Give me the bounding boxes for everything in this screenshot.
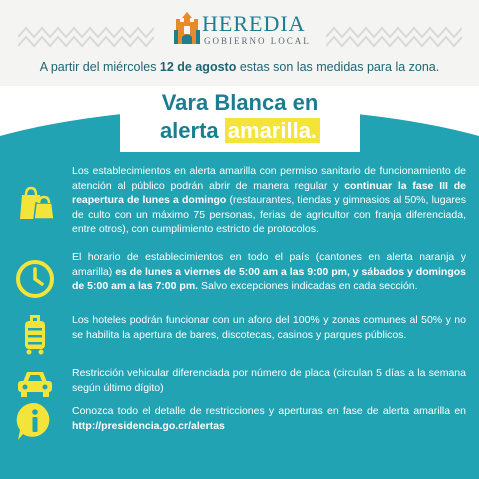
page-title <box>120 88 360 152</box>
item-text <box>72 404 466 433</box>
list-item <box>14 366 466 396</box>
header <box>0 0 479 86</box>
brand-subtitle: GOBIERNO LOCAL <box>204 36 311 46</box>
list-item <box>14 313 466 357</box>
brand-name: HEREDIA <box>202 11 306 36</box>
item-text-bold: es de lunes a viernes de 5:00 am a las 9:00 pm, y sábados y domingos de 5:00 am a las 7:00 pm. <box>72 265 466 292</box>
shopping-bags-icon <box>14 179 56 221</box>
item-text-pre: El horario de establecimientos en todo el país (cantones en alerta naranja y amarilla) <box>72 251 466 278</box>
heredia-logo <box>168 8 318 48</box>
intro-text <box>0 60 479 74</box>
intro-pre: A partir del miércoles <box>39 60 160 74</box>
item-text <box>72 313 466 342</box>
list-item <box>14 164 466 236</box>
title-highlight: amarilla. <box>225 118 320 143</box>
title-line-1: Vara Blanca en <box>161 90 319 115</box>
item-text <box>72 250 466 294</box>
info-icon <box>14 400 56 442</box>
item-text-pre: Conozca todo el detalle de restricciones y aperturas en fase de alerta amarilla en <box>72 405 466 417</box>
item-text <box>72 366 466 395</box>
decorative-pattern-left <box>18 22 154 52</box>
item-link[interactable]: http://presidencia.go.cr/alertas <box>72 419 225 432</box>
clock-icon <box>14 258 56 300</box>
luggage-icon <box>14 313 56 355</box>
item-text-pre: Restricción vehicular diferenciada por número de placa (circulan 5 días a la semana según último dígito) <box>72 367 466 394</box>
item-text-post: Salvo excepciones indicadas en cada sección. <box>198 280 418 292</box>
item-text <box>72 164 466 237</box>
intro-date: 12 de agosto <box>159 60 237 74</box>
title-pre: alerta <box>159 118 225 143</box>
item-text-post: (restaurantes, tiendas y gimnasios al 50%, lugares de culto con un máximo 75 personas, ferias de agricultor con franja diferenciada, entre otros), con cumplimiento estricto de protocolos. <box>72 194 467 235</box>
car-icon <box>14 362 56 404</box>
heredia-emblem-icon <box>174 10 200 46</box>
list-item <box>14 250 466 308</box>
decorative-pattern-right <box>326 22 462 52</box>
item-text-bold: continuar la fase III de reapertura de lunes a domingo <box>72 179 466 206</box>
item-text-pre: Los establecimientos en alerta amarilla con permiso sanitario de funcionamiento de atención al público podrán abrir de manera regular y <box>72 165 466 192</box>
list-item <box>14 404 466 448</box>
title-line-2 <box>120 118 360 144</box>
item-text-pre: Los hoteles podrán funcionar con un aforo del 100% y zonas comunes al 50% y no se habilita la apertura de bares, discotecas, casinos y parques públicos. <box>72 314 466 341</box>
intro-post: estas son las medidas para la zona. <box>236 60 440 74</box>
